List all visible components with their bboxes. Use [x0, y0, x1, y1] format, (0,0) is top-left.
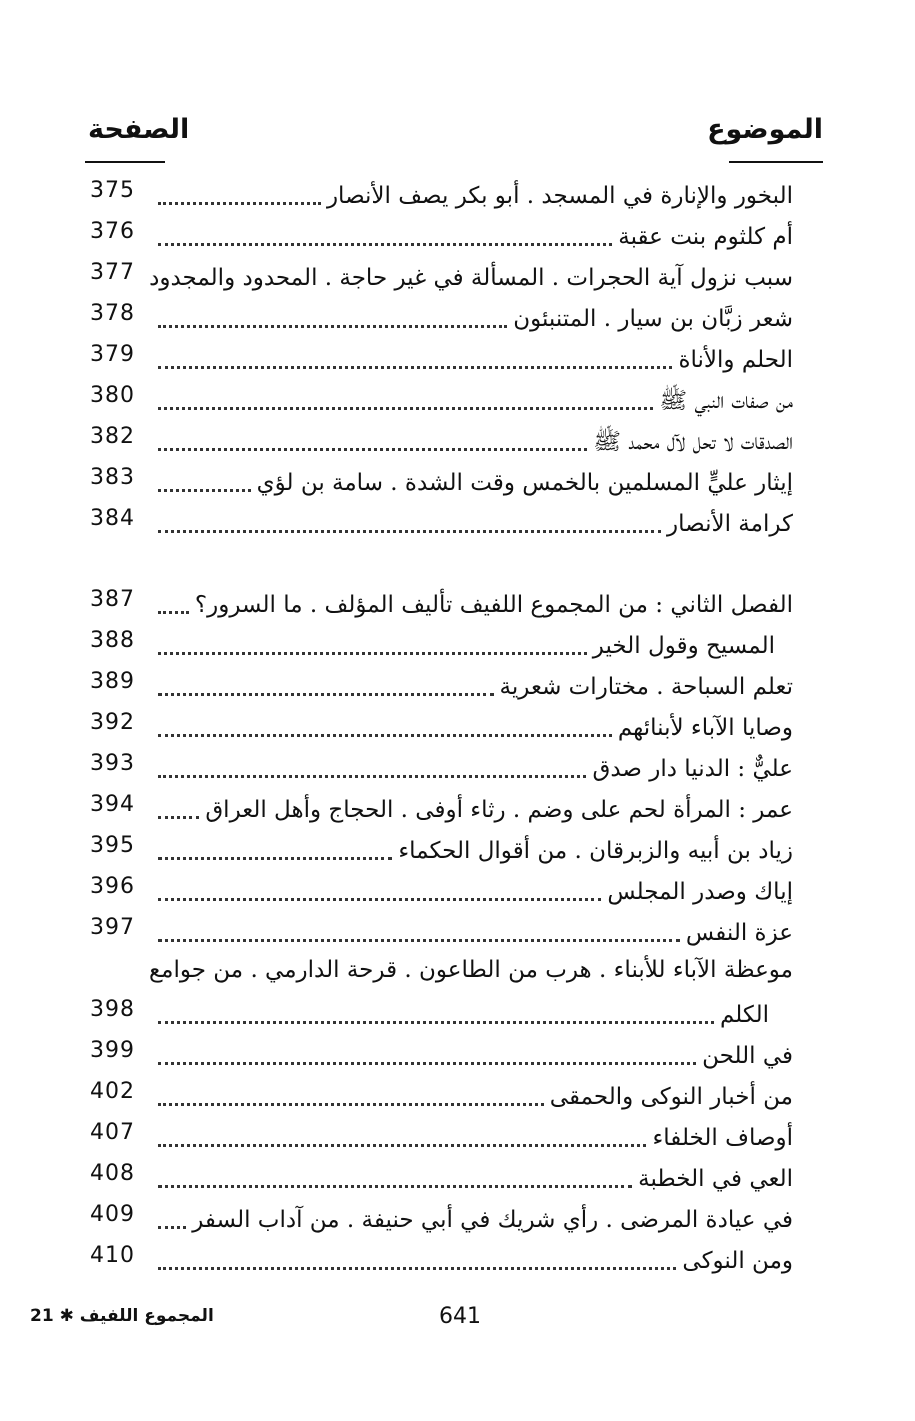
leader-dots: [158, 734, 612, 737]
leader-dots: [158, 202, 321, 205]
toc-page-number: 375: [90, 178, 135, 203]
toc-page-number: 395: [90, 833, 135, 858]
toc-page-number: 397: [90, 915, 135, 940]
leader-dots: [158, 611, 189, 614]
toc-title-line-1: موعظة الآباء للأبناء . هرب من الطاعون . قرحة الدارمي . من جوامع: [148, 957, 793, 983]
toc-title: من صفات النبي ﷺ: [659, 388, 793, 414]
toc-chapter-entry: [0, 583, 915, 623]
toc-entry: [0, 706, 915, 746]
toc-title: المسيح وقول الخير: [592, 633, 775, 659]
toc-title: البخور والإنارة في المسجد . أبو بكر يصف الأنصار: [326, 183, 793, 209]
leader-dots: [158, 530, 661, 533]
toc-entry: [0, 174, 915, 214]
toc-entry: [0, 993, 915, 1033]
leader-dots: [158, 1267, 676, 1270]
toc-entry-first-line: [0, 952, 915, 992]
leader-dots: [158, 243, 612, 246]
toc-page-number: 399: [90, 1038, 135, 1063]
toc-page-number: 410: [90, 1243, 135, 1268]
leader-dots: [158, 325, 507, 328]
toc-page-number: 389: [90, 669, 135, 694]
leader-dots: [158, 1062, 696, 1065]
leader-dots: [158, 489, 251, 492]
toc-page-number: 396: [90, 874, 135, 899]
toc-title: كرامة الأنصار: [667, 511, 793, 537]
leader-dots: [158, 1103, 544, 1106]
toc-title: في اللحن: [702, 1043, 793, 1069]
toc-title: شعر زبَّان بن سيار . المتنبئون: [513, 306, 793, 332]
toc-page-number: 409: [90, 1202, 135, 1227]
toc-entry: [0, 297, 915, 337]
leader-dots: [158, 407, 653, 410]
toc-page-number: 402: [90, 1079, 135, 1104]
page-column-heading: الصفحة: [88, 114, 190, 145]
toc-entry: [0, 1075, 915, 1115]
toc-title: إيثار عليٍّ المسلمين بالخمس وقت الشدة . سامة بن لؤي: [256, 470, 793, 496]
leader-dots: [158, 1021, 714, 1024]
toc-title: من أخبار النوكى والحمقى: [549, 1084, 793, 1110]
toc-entry: [0, 379, 915, 419]
page-footer: [0, 1304, 915, 1340]
toc-title: أم كلثوم بنت عقبة: [618, 224, 793, 250]
toc-page-number: 393: [90, 751, 135, 776]
toc-page-number: 383: [90, 465, 135, 490]
leader-dots: [158, 366, 672, 369]
toc-entry: [0, 665, 915, 705]
toc-title: الحلم والأناة: [678, 347, 793, 373]
toc-entry: [0, 1116, 915, 1156]
toc-page-number: 378: [90, 301, 135, 326]
toc-entry: [0, 1198, 915, 1238]
toc-title: عمر : المرأة لحم على وضم . رثاء أوفى . الحجاج وأهل العراق: [205, 797, 793, 823]
toc-entry: [0, 911, 915, 951]
leader-dots: [158, 693, 494, 696]
toc-title: في عيادة المرضى . رأي شريك في أبي حنيفة . من آداب السفر: [192, 1207, 793, 1233]
page-heading-rule: [85, 161, 165, 163]
toc-title: أوصاف الخلفاء: [652, 1125, 793, 1151]
toc-page-number: 394: [90, 792, 135, 817]
toc-title: عليٌّ : الدنيا دار صدق: [592, 756, 793, 782]
toc-entry: [0, 1157, 915, 1197]
toc-title: تعلم السباحة . مختارات شعرية: [499, 674, 793, 700]
toc-entry: [0, 502, 915, 542]
running-title: المجموع اللفيف ✱ 21: [30, 1306, 214, 1326]
leader-dots: [158, 652, 587, 655]
toc-entry: [0, 256, 915, 296]
leader-dots: [158, 898, 601, 901]
toc-title: الفصل الثاني : من المجموع اللفيف تأليف المؤلف . ما السرور؟: [194, 592, 793, 618]
toc-entry: [0, 1239, 915, 1279]
leader-dots: [158, 1144, 646, 1147]
leader-dots: [158, 775, 586, 778]
toc-page-number: 382: [90, 424, 135, 449]
topic-column-heading: الموضوع: [707, 114, 823, 145]
toc-page-number: 408: [90, 1161, 135, 1186]
leader-dots: [158, 448, 587, 451]
toc-entry: [0, 624, 915, 664]
toc-page-number: 384: [90, 506, 135, 531]
toc-entry: [0, 338, 915, 378]
toc-title: إياك وصدر المجلس: [607, 879, 793, 905]
toc-page-number: 377: [90, 260, 135, 285]
toc-title: وصايا الآباء لأبنائهم: [617, 715, 793, 741]
toc-title: الكلم: [719, 1002, 769, 1028]
toc-title: الصدقات لا تحل لآل محمد ﷺ: [593, 429, 793, 455]
toc-entry: [0, 870, 915, 910]
toc-page-number: 380: [90, 383, 135, 408]
toc-entry: [0, 461, 915, 501]
toc-title: ومن النوكى: [682, 1248, 793, 1274]
toc-page-number: 376: [90, 219, 135, 244]
toc-entry: [0, 788, 915, 828]
toc-title: سبب نزول آية الحجرات . المسألة في غير حاجة . المحدود والمجدود: [149, 265, 793, 291]
toc-entry: [0, 829, 915, 869]
toc-page-number: 388: [90, 628, 135, 653]
topic-heading-rule: [729, 161, 823, 163]
toc-title: العي في الخطبة: [638, 1166, 793, 1192]
toc-page-number: 392: [90, 710, 135, 735]
toc-header: [0, 110, 915, 170]
leader-dots: [158, 816, 199, 819]
toc-page-number: 398: [90, 997, 135, 1022]
toc-entry: [0, 215, 915, 255]
leader-dots: [158, 857, 392, 860]
toc-title: عزة النفس: [685, 920, 793, 946]
toc-entry: [0, 420, 915, 460]
toc-page-number: 387: [90, 587, 135, 612]
toc-entry: [0, 1034, 915, 1074]
toc-page-number: 407: [90, 1120, 135, 1145]
toc-entry: [0, 747, 915, 787]
folio-number: 641: [439, 1304, 481, 1329]
leader-dots: [158, 939, 680, 942]
toc-page-number: 379: [90, 342, 135, 367]
leader-dots: [158, 1185, 632, 1188]
toc-title: زياد بن أبيه والزبرقان . من أقوال الحكماء: [398, 838, 793, 864]
leader-dots: [158, 1226, 186, 1229]
